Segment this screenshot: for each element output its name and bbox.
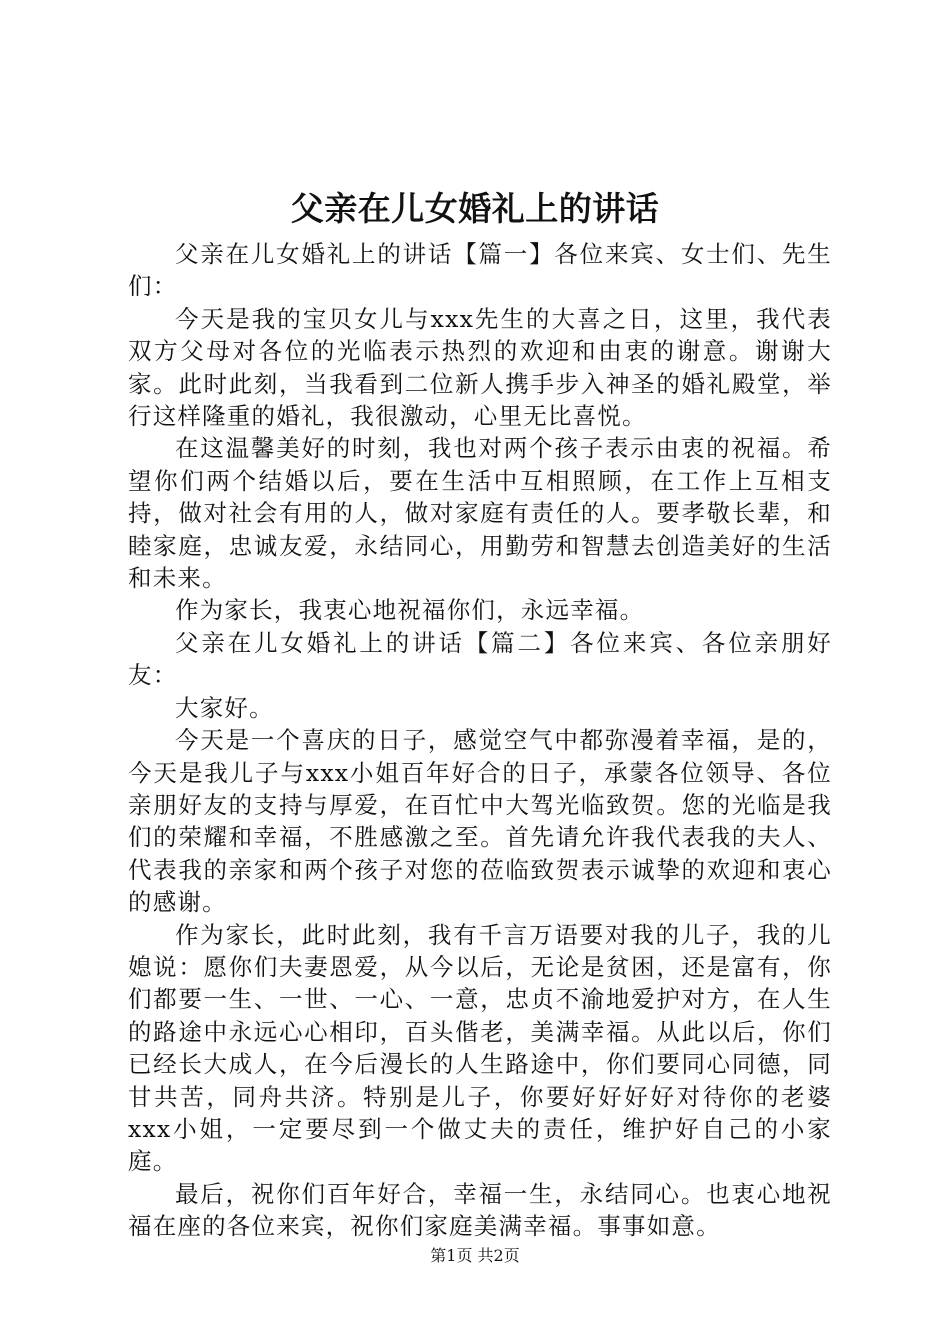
paragraph: 今天是我的宝贝女儿与xxx先生的大喜之日，这里，我代表双方父母对各位的光临表示热烈的欢迎和由衷的谢意。谢谢大家。此时此刻，当我看到二位新人携手步入神圣的婚礼殿堂，举行这样隆重的婚礼，我很激动，心里无比喜悦。 (128, 304, 832, 431)
page-number-footer: 第1页 共2页 (430, 1246, 520, 1265)
paragraph: 在这温馨美好的时刻，我也对两个孩子表示由衷的祝福。希望你们两个结婚以后，要在生活中互相照顾，在工作上互相支持，做对社会有用的人，做对家庭有责任的人。要孝敬长辈，和睦家庭，忠诚友爱，永结同心，用勤劳和智慧去创造美好的生活和未来。 (128, 434, 832, 593)
document-title: 父亲在儿女婚礼上的讲话 (290, 189, 660, 228)
paragraph: 作为家长，此时此刻，我有千言万语要对我的儿子，我的儿媳说：愿你们夫妻恩爱，从今以后，无论是贫困，还是富有，你们都要一生、一世、一心、一意，忠贞不渝地爱护对方，在人生的路途中永远心心相印，百头偕老，美满幸福。从此以后，你们已经长大成人，在今后漫长的人生路途中，你们要同心同德，同甘共苦，同舟共济。特别是儿子，你要好好好好对待你的老婆xxx小姐，一定要尽到一个做丈夫的责任，维护好自己的小家庭。 (128, 920, 832, 1176)
paragraph: 父亲在儿女婚礼上的讲话【篇一】各位来宾、女士们、先生们： (128, 240, 832, 301)
paragraph: 父亲在儿女婚礼上的讲话【篇二】各位来宾、各位亲朋好友： (128, 628, 832, 690)
paragraph: 大家好。 (175, 693, 274, 722)
document-body (128, 238, 832, 1243)
paragraph: 作为家长，我衷心地祝福你们，永远幸福。 (175, 596, 645, 625)
paragraph: 今天是一个喜庆的日子，感觉空气中都弥漫着幸福，是的，今天是我儿子与xxx小姐百年好合的日子，承蒙各位领导、各位亲朋好友的支持与厚爱，在百忙中大驾光临致贺。您的光临是我们的荣耀和幸福，不胜感激之至。首先请允许我代表我的夫人、代表我的亲家和两个孩子对您的莅临致贺表示诚挚的欢迎和衷心的感谢。 (128, 726, 832, 917)
paragraph: 最后，祝你们百年好合，幸福一生，永结同心。也衷心地祝福在座的各位来宾，祝你们家庭美满幸福。事事如意。 (128, 1179, 832, 1241)
